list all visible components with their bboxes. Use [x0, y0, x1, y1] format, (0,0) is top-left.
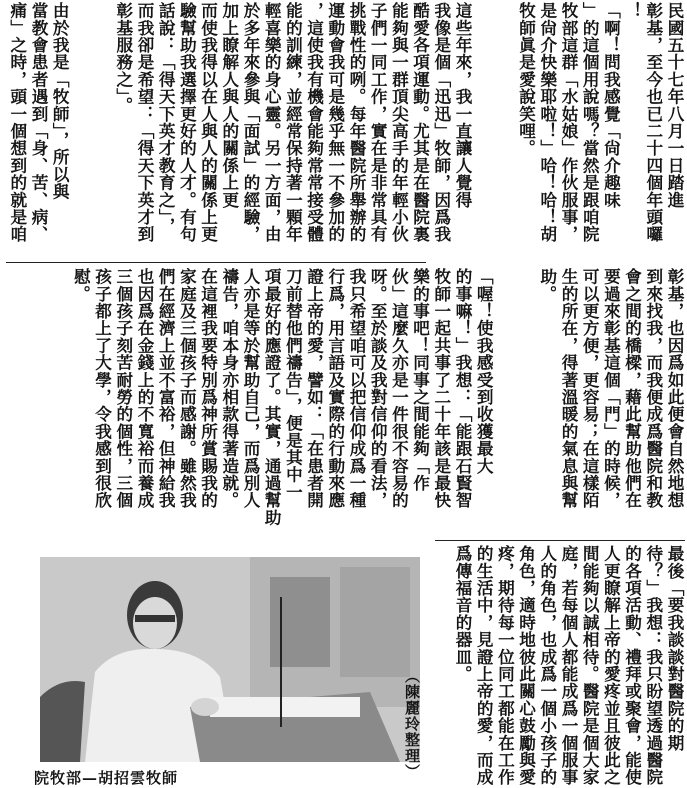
- text-column: 運動會我可是幾乎無一不參加的: [325, 2, 346, 243]
- text-column: 能的訓練，並經常保持著一顆年: [283, 2, 304, 243]
- text-column: 禱告，咱本身亦相款得著造就。: [219, 268, 240, 509]
- text-column: 樂的事吧！同事之間能夠「作: [410, 268, 431, 492]
- text-column: 挑戰性的咧。每年醫院所舉辦的: [347, 2, 367, 243]
- text-column: 酷愛各項運動。尤其是在醫院裏: [410, 2, 431, 243]
- text-column: 們在經濟上並不富裕，但神給我: [156, 268, 177, 509]
- text-column: 疼，期待每一位同工都能在工作: [495, 545, 516, 786]
- text-column: 牧師一起共事了二十年該是最快: [431, 268, 452, 509]
- text-column: 驗幫助我選擇更好的人才。有句: [177, 2, 198, 243]
- column-divider-right: [435, 540, 685, 541]
- text-column: 要過來彰基這個「門」的時候，: [601, 268, 622, 509]
- text-column: 「啊！問我感覺「尙介趣味: [601, 2, 622, 209]
- portrait-photo-image: [40, 557, 420, 762]
- text-column: 生的所在，得著溫暖的氣息與幫: [559, 268, 579, 509]
- text-column: ！: [622, 2, 643, 20]
- text-column: 這些年來，我一直讓人覺得: [453, 2, 473, 209]
- text-column: 民國五十七年八月一日踏進: [665, 2, 685, 209]
- text-column: 的各項活動、禮拜或聚會，能使: [622, 545, 643, 786]
- text-column: 彰基，至今也已二十四個年頭囉: [643, 2, 664, 243]
- text-column: 當教會患者遇到「身、苦、病、: [29, 2, 49, 243]
- text-column: 是尙介快樂耶啦！」哈！哈！胡: [537, 2, 558, 243]
- text-column: 由於我是「牧師」，所以與: [50, 2, 71, 201]
- text-column: 孩子都上了大學，令我感到很欣: [92, 268, 113, 509]
- text-column: 彰基，也因爲如此便會自然地想: [665, 268, 685, 509]
- text-column: 角色，適時地彼此關心鼓勵與愛: [516, 545, 537, 786]
- text-column: 可以更方便，更容易；在這樣陌: [580, 268, 601, 509]
- text-column: 的事嘛！」我想：「能跟石賢智: [453, 268, 473, 509]
- photo-caption: 院牧部—胡招雲牧師: [34, 769, 179, 787]
- text-column: 而使我得以在人與人的關係上更: [198, 2, 219, 243]
- text-column: 伙」這麼久亦是一件很不容易的: [389, 268, 410, 509]
- text-column: 待？」我想：我只盼望透過醫院: [643, 545, 664, 786]
- text-column: ，這使我有機會能夠常常接受體: [304, 2, 325, 243]
- text-column: 輕喜樂的身心靈。另一方面，由: [262, 2, 283, 243]
- text-column: 也因爲在金錢上的不寬裕而養成: [135, 268, 155, 509]
- text-column: 間能夠以誠相待。醫院是個大家: [580, 545, 601, 786]
- text-column: 助。: [537, 268, 558, 303]
- text-column: 證上帝的愛，譬如：「在患者開: [304, 268, 325, 509]
- editor-credit: （陳麗玲整理）: [403, 668, 421, 780]
- text-column: 呀。至於談及我對信仰的看法，: [368, 268, 389, 509]
- text-column: 人亦是等於幫助自己，而爲別人: [241, 268, 261, 509]
- text-column: 刀前替他們禱告」，便是其中一: [283, 268, 304, 501]
- text-column: 能夠與一群頂尖高手的年輕小伙: [389, 2, 410, 243]
- text-column: 人的角色，也成爲一個小孩子的: [537, 545, 558, 786]
- text-column: 我像是個「迅迅」牧師，因爲我: [431, 2, 452, 243]
- text-column: 爲傳福音的器皿。: [453, 545, 473, 683]
- text-column: 於多年來參與「面試」的經驗，: [241, 2, 261, 243]
- text-column: 庭，若每個人都能成爲一個服事: [559, 545, 579, 786]
- text-column: 在這裡我要特別爲神所賞賜我的: [198, 268, 219, 509]
- text-column: 三個孩子刻苦耐勞的個性，三個: [113, 268, 134, 509]
- text-column: 子們一同工作，實在是非常具有: [368, 2, 389, 243]
- text-column: 痛」之時，頭一個想到的就是咱: [7, 2, 28, 243]
- text-column: 牧部這群「水姑娘」作伙服事，: [559, 2, 579, 243]
- text-column: 行爲，用言語及實際的行動來應: [325, 268, 346, 509]
- text-column: 牧師眞是愛說笑哩。: [516, 2, 537, 157]
- text-column: 話說：「得天下英才教育之」，: [156, 2, 177, 235]
- text-column: 到來找我，而我便成爲醫院和教: [643, 268, 664, 509]
- text-column: 慰。: [71, 268, 92, 303]
- text-column: 家庭及三個孩子而感謝。雖然我: [177, 268, 198, 509]
- text-column: 」的這個用說嗎？當然是跟咱院: [580, 2, 601, 243]
- text-column: 加上瞭解人與人的關係上更: [219, 2, 240, 209]
- text-column: 會之間的橋樑，藉此幫助他們在: [622, 268, 643, 509]
- column-divider-bottom: [6, 262, 426, 263]
- portrait-photo: [40, 557, 420, 762]
- text-column: 項最好的應證了。其實，通過幫助: [262, 268, 283, 526]
- text-column: 的生活中，見證上帝的愛，而成: [474, 545, 495, 786]
- text-column: 「喔！使我感受到收獲最大: [474, 268, 495, 475]
- text-column: 人更瞭解上帝的愛疼並且彼此之: [601, 545, 622, 786]
- text-column: 我只希望咱可以把信仰成爲一種: [347, 268, 367, 509]
- text-column: 而我卻是希望：「得天下英才到: [135, 2, 155, 243]
- text-column: 最後「要我談談對醫院的期: [665, 545, 685, 752]
- text-column: 彰基服務之」。: [113, 2, 134, 115]
